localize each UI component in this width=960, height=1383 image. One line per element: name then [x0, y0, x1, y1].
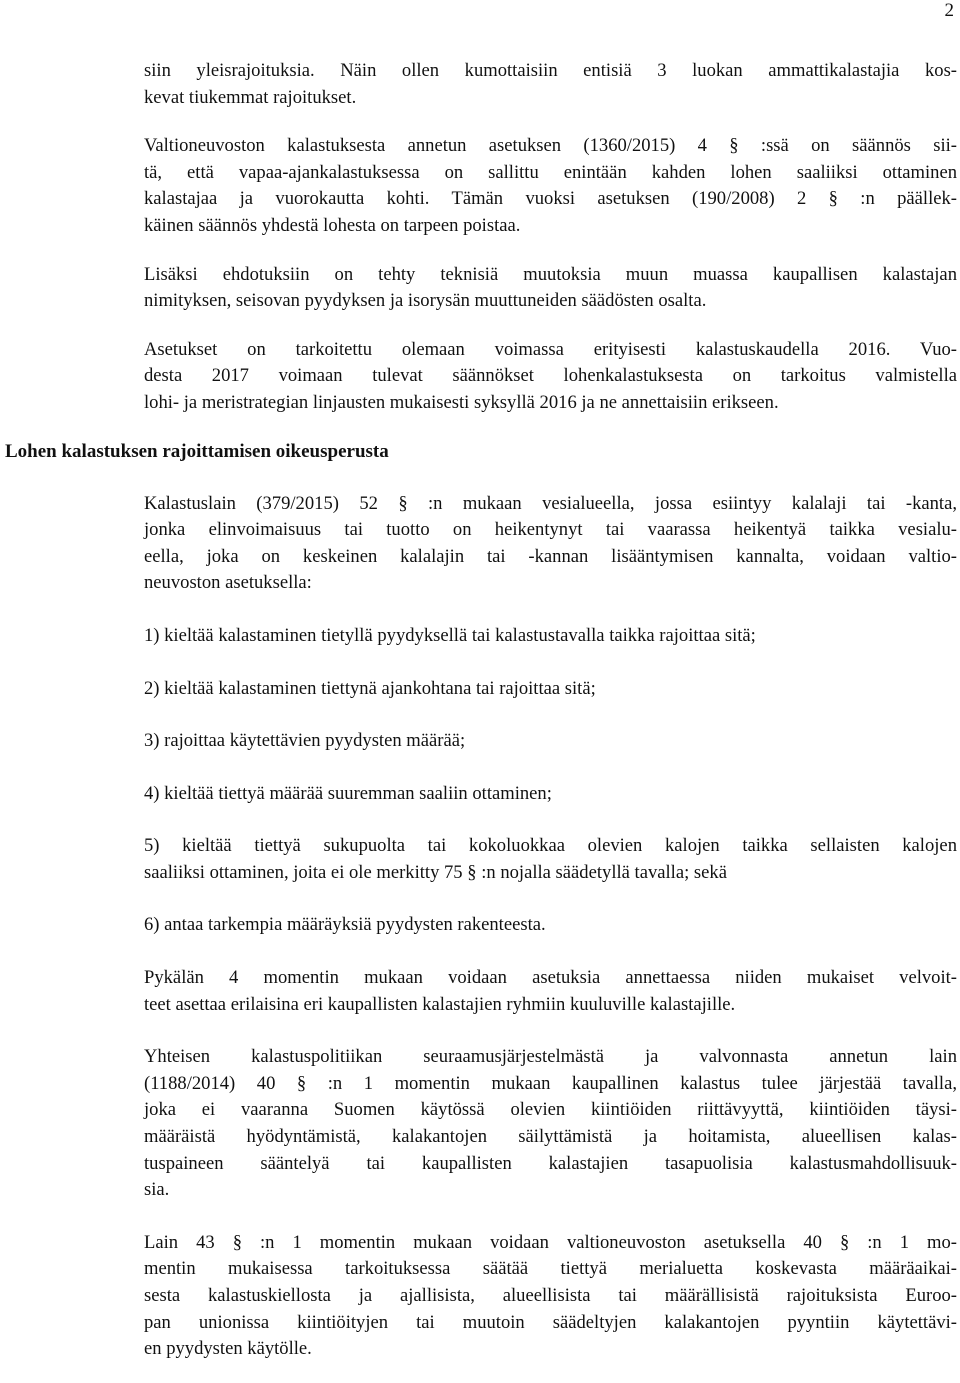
- text-line: eella, joka on keskeinen kalalajin tai -kannan lisääntymisen kannalta, voidaan valtio-: [144, 545, 957, 567]
- text-line: sia.: [144, 1179, 170, 1201]
- paragraph-section-43: [144, 1230, 957, 1363]
- text-line: pan unionissa kiintiöityjen tai muutoin säädeltyjen kalakantojen pyyntiin käytettävi-: [144, 1311, 957, 1333]
- section-heading: Lohen kalastuksen rajoittamisen oikeusperusta: [5, 440, 389, 462]
- text-line: 3) rajoittaa käytettävien pyydysten määrää;: [144, 730, 466, 752]
- paragraph-validity: [144, 337, 957, 417]
- list-item-2: [144, 676, 957, 703]
- text-line: sesta kalastuskiellosta ja ajallisista, alueellisista tai määrällisistä rajoituksista Euroo-: [144, 1285, 957, 1306]
- list-item-5: [144, 833, 957, 886]
- text-line: 6) antaa tarkempia määräyksiä pyydysten rakenteesta.: [144, 914, 546, 936]
- text-line: tuspaineen sääntelyä tai kaupallisten kalastajien tasapuolisia kalastusmahdollisuuk-: [144, 1152, 957, 1174]
- text-line: desta 2017 voimaan tulevat säännökset lohenkalastuksesta on tarkoitus valmistella: [144, 365, 957, 387]
- text-line: Valtioneuvoston kalastuksesta annetun asetuksen (1360/2015) 4 § :ssä on säännös sii-: [144, 135, 957, 157]
- paragraph-moment-4: [144, 965, 957, 1018]
- text-line: 2) kieltää kalastaminen tiettynä ajankohtana tai rajoittaa sitä;: [144, 677, 596, 699]
- text-line: kevat tiukemmat rajoitukset.: [144, 86, 357, 108]
- text-line: en pyydysten käytölle.: [144, 1338, 312, 1360]
- page-number: 2: [944, 0, 954, 21]
- text-line: mentin mukaisessa tarkoituksessa säätää tiettyä merialuetta koskevasta määräaikai-: [144, 1258, 957, 1280]
- text-line: saaliiksi ottaminen, joita ei ole merkitty 75 § :n nojalla säädetyllä tavalla; sekä: [144, 861, 727, 883]
- text-line: Pykälän 4 momentin mukaan voidaan asetuksia annettaessa niiden mukaiset velvoit-: [144, 967, 957, 989]
- text-line: kalastajaa ja vuorokautta kohti. Tämän vuoksi asetuksen (190/2008) 2 § :n päällek-: [144, 188, 957, 210]
- paragraph-regulation: [144, 133, 957, 239]
- text-line: tä, että vapaa-ajankalastuksessa on sallittu enintään kahden lohen saaliiksi ottaminen: [144, 161, 957, 183]
- text-line: teet asettaa erilaisina eri kaupallisten kalastajien ryhmiin kuuluville kalastajille.: [144, 993, 736, 1015]
- text-line: 1) kieltää kalastaminen tietyllä pyydyksellä tai kalastustavalla taikka rajoittaa sitä;: [144, 624, 756, 646]
- text-line: Lain 43 § :n 1 momentin mukaan voidaan valtioneuvoston asetuksella 40 § :n 1 mo-: [144, 1231, 957, 1253]
- list-item-4: [144, 781, 957, 808]
- text-line: lohi- ja meristrategian linjausten mukaisesti syksyllä 2016 ja ne annettaisiin erikseen.: [144, 391, 779, 413]
- text-line: määräistä hyödyntämistä, kalakantojen säilyttämistä ja hoitamista, alueellisen kalas-: [144, 1126, 957, 1148]
- text-line: siin yleisrajoituksia. Näin ollen kumottaisiin entisiä 3 luokan ammattikalastajia kos-: [144, 60, 957, 81]
- text-line: nimityksen, seisovan pyydyksen ja isorysän muuttuneiden säädösten osalta.: [144, 290, 707, 312]
- list-item-6: [144, 912, 957, 939]
- text-line: neuvoston asetuksella:: [144, 572, 312, 594]
- paragraph-technical-changes: [144, 262, 957, 315]
- list-item-3: [144, 728, 957, 755]
- text-line: (1188/2014) 40 § :n 1 momentin mukaan kaupallinen kalastus tulee järjestää tavalla,: [144, 1072, 957, 1094]
- text-line: Asetukset on tarkoitettu olemaan voimassa erityisesti kalastuskaudella 2016. Vuo-: [144, 338, 957, 360]
- list-item-1: [144, 623, 957, 650]
- text-line: Kalastuslain (379/2015) 52 § :n mukaan vesialueella, jossa esiintyy kalalaji tai -kanta,: [144, 492, 957, 514]
- text-line: 4) kieltää tiettyä määrää suuremman saaliin ottaminen;: [144, 782, 552, 804]
- text-line: jonka elinvoimaisuus tai tuotto on heikentynyt tai vaarassa heikentyä taikka vesialu-: [144, 519, 957, 541]
- text-line: Lisäksi ehdotuksiin on tehty teknisiä muutoksia muun muassa kaupallisen kalastajan: [144, 263, 957, 285]
- text-line: käinen säännös yhdestä lohesta on tarpeen poistaa.: [144, 214, 521, 236]
- paragraph-continuation: [144, 58, 957, 111]
- text-line: 5) kieltää tiettyä sukupuolta tai kokoluokkaa olevien kalojen taikka sellaisten kalojen: [144, 835, 957, 857]
- document-body: [0, 58, 960, 1363]
- text-line: Yhteisen kalastuspolitiikan seuraamusjärjestelmästä ja valvonnasta annetun lain: [144, 1046, 957, 1068]
- text-line: joka ei vaaranna Suomen käytössä olevien kiintiöiden riittävyyttä, kiintiöiden täysi-: [144, 1099, 957, 1121]
- paragraph-legal-basis: [144, 491, 957, 597]
- paragraph-common-fisheries-policy: [144, 1044, 957, 1204]
